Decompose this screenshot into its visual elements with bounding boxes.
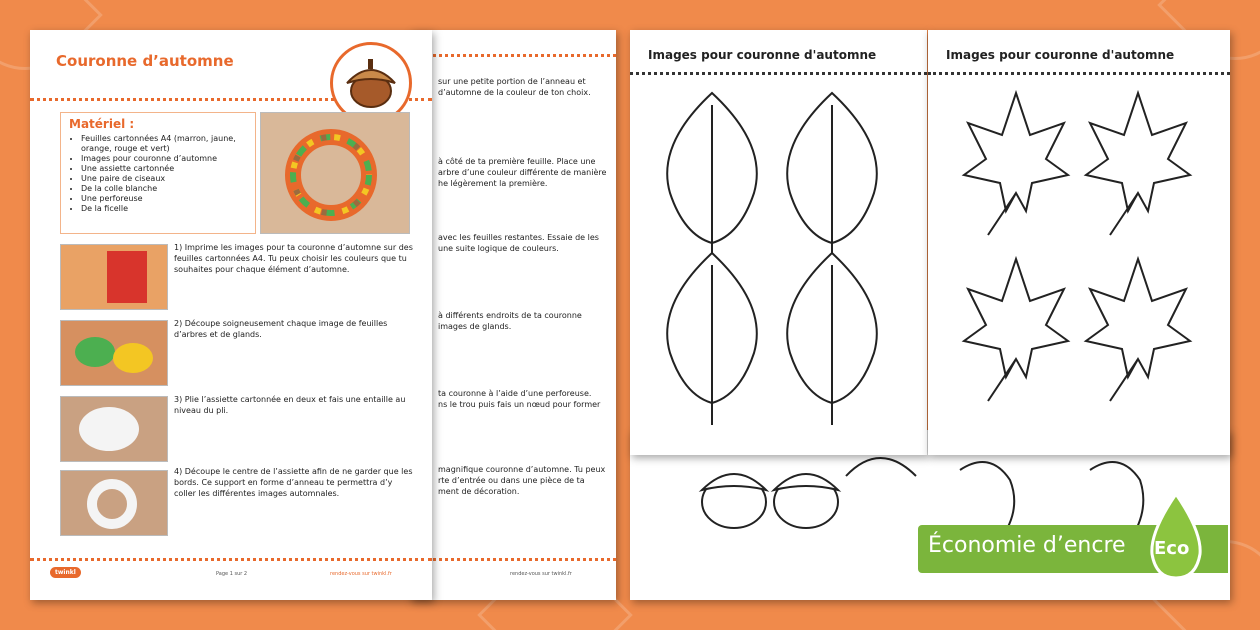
eco-badge: Eco: [1154, 538, 1190, 559]
sheet-title: Images pour couronne d'automne: [946, 48, 1175, 62]
page2-fragment: ns le trou puis fais un nœud pour former: [438, 400, 601, 409]
instructions-page-1: [30, 30, 432, 600]
material-item: • Feuilles cartonnées A4 (marron, jaune, orange, rouge et vert): [81, 134, 247, 154]
page2-fragment: d’automne de la couleur de ton choix.: [438, 88, 591, 97]
page2-fragment: rte d’entrée ou dans une pièce de ta: [438, 476, 585, 485]
step2-photo: [60, 320, 168, 386]
page2-fragment: he légèrement la première.: [438, 179, 548, 188]
step4-text: 4) Découpe le centre de l’assiette afin de ne garder que les bords. Ce support en forme d’anneau te permettra d’y coller les différentes images automnales.: [174, 467, 413, 498]
material-item: • Une assiette cartonnée: [81, 164, 247, 174]
page2-fragment: images de glands.: [438, 322, 512, 331]
step1-photo: [60, 244, 168, 310]
step3-text: 3) Plie l’assiette cartonnée en deux et fais une entaille au niveau du pli.: [174, 395, 406, 415]
material-item: • Une paire de ciseaux: [81, 174, 247, 184]
page2-fragment: ta couronne à l’aide d’une perforeuse.: [438, 389, 592, 398]
page2-fragment: avec les feuilles restantes. Essaie de les: [438, 233, 599, 242]
page2-fragment: sur une petite portion de l’anneau et: [438, 77, 586, 86]
material-item: • Une perforeuse: [81, 194, 247, 204]
step1-text: 1) Imprime les images pour ta couronne d’automne sur des feuilles cartonnées A4. Tu peux choisir les couleurs que tu souhaites pour chaque élément d’automne.: [174, 243, 413, 274]
material-heading: Matériel :: [69, 117, 135, 131]
acorn-icon: [333, 45, 409, 121]
wreath-illustration: [261, 113, 411, 235]
step3-photo: [60, 396, 168, 462]
images-page-extra: [630, 430, 1230, 600]
images-page-maple-leaves: [928, 30, 1230, 455]
sheet-title: Images pour couronne d'automne: [648, 48, 877, 62]
page2-fragment: arbre d’une couleur différente de manière: [438, 168, 607, 177]
instructions-page-2: [410, 30, 616, 600]
page2-fragment: à côté de ta première feuille. Place une: [438, 157, 596, 166]
page-number: Page 1 sur 2: [216, 571, 248, 577]
page2-fragment: magnifique couronne d’automne. Tu peux: [438, 465, 606, 474]
step4-photo: [60, 470, 168, 536]
leaf-outlines: [630, 75, 927, 455]
wreath-photo: [260, 112, 410, 234]
material-item: • De la ficelle: [81, 204, 247, 214]
page2-fragment: à différents endroits de ta couronne: [438, 311, 582, 320]
page2-footer-url: rendez-vous sur twinkl.fr: [510, 571, 572, 577]
page2-fragment: une suite logique de couleurs.: [438, 244, 559, 253]
footer-url: rendez-vous sur twinkl.fr: [330, 571, 392, 577]
page2-fragment: ment de décoration.: [438, 487, 520, 496]
page-title: Couronne d’automne: [56, 52, 234, 70]
eco-label: Économie d’encre: [928, 533, 1126, 558]
eco-drop-icon: [1148, 492, 1204, 582]
maple-leaf-outlines: [928, 75, 1230, 455]
material-box: [60, 112, 256, 234]
material-item: • Images pour couronne d’automne: [81, 154, 247, 164]
step2-text: 2) Découpe soigneusement chaque image de feuilles d’arbres et de glands.: [174, 319, 388, 339]
images-page-leaves: [630, 30, 927, 455]
material-list: [69, 134, 247, 214]
material-item: • De la colle blanche: [81, 184, 247, 194]
acorn-and-oak-outlines: [630, 430, 1230, 600]
twinkl-logo: twinkl: [50, 567, 81, 578]
